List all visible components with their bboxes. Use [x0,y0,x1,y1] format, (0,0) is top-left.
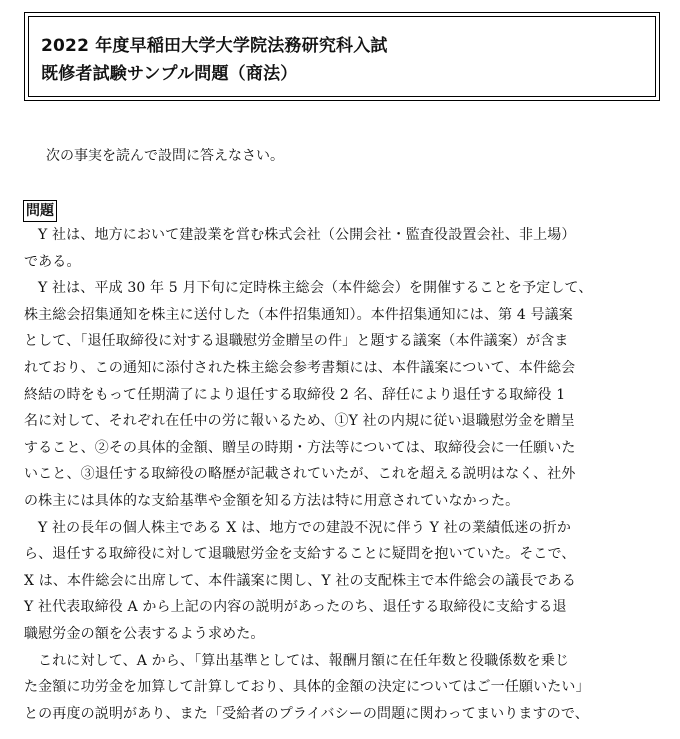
text-line: Y 社代表取締役 A から上記の内容の説明があったのち、退任する取締役に支給する退 [24,599,567,616]
text-line: これに対して、A から、「算出基準としては、報酬月額に在任年数と役職係数を乗じ [38,652,570,669]
text-line: Y 社の長年の個人株主である X は、地方での建設不況に伴う Y 社の業績低迷の折か [38,519,571,536]
text-line: 株主総会招集通知を株主に送付した（本件招集通知）。本件招集通知には、第 4 号議案 [24,306,573,323]
text-line: ら、退任する取締役に対して退職慰労金を支給することに疑問を抱いていた。そこで、 [24,546,576,563]
text-line: の株主には具体的な支給基準や金額を知る方法は特に用意されていなかった。 [24,492,520,509]
text-line: Y 社は、地方において建設業を営む株式会社（公開会社・監査役設置会社、非上場） [38,227,576,243]
problem-body [24,222,664,727]
text-line: すること、②その具体的金額、贈呈の時期・方法等については、取締役会に一任願いた [24,439,576,456]
text-line: 終結の時をもって任期満了により退任する取締役 2 名、辞任により退任する取締役 1 [24,386,566,403]
text-line: た金額に功労金を加算して計算しており、具体的金額の決定についてはご一任願いたい」 [24,679,590,696]
text-line: との再度の説明があり、また「受給者のプライバシーの問題に関わってまいりますので、 [24,705,589,722]
exam-title-line-2: 既修者試験サンプル問題（商法） [41,64,298,84]
instructions: 次の事実を読んで設問に答えなさい。 [46,148,284,164]
text-line: Y 社は、平成 30 年 5 月下旬に定時株主総会（本件総会）を開催することを予定して、 [38,280,593,297]
text-line: X は、本件総会に出席して、本件議案に関し、Y 社の支配株主で本件総会の議長である [24,572,576,589]
text-line: 職慰労金の額を公表するよう求めた。 [24,625,265,642]
exam-title-line-1: 2022 年度早稲田大学大学院法務研究科入試 [41,36,388,56]
text-line: れており、この通知に添付された株主総会参考書類には、本件議案について、本件総会 [24,359,576,376]
text-line: として、「退任取締役に対する退職慰労金贈呈の件」と題する議案（本件議案）が含ま [24,333,569,350]
text-line: である。 [24,253,81,270]
text-line: いこと、③退任する取締役の略歴が記載されていたが、これを超える説明はなく、社外 [24,466,576,483]
problem-label: 問題 [23,200,57,222]
title-box [24,12,660,101]
text-line: 名に対して、それぞれ在任中の労に報いるため、①Y 社の内規に従い退職慰労金を贈呈 [24,413,575,430]
